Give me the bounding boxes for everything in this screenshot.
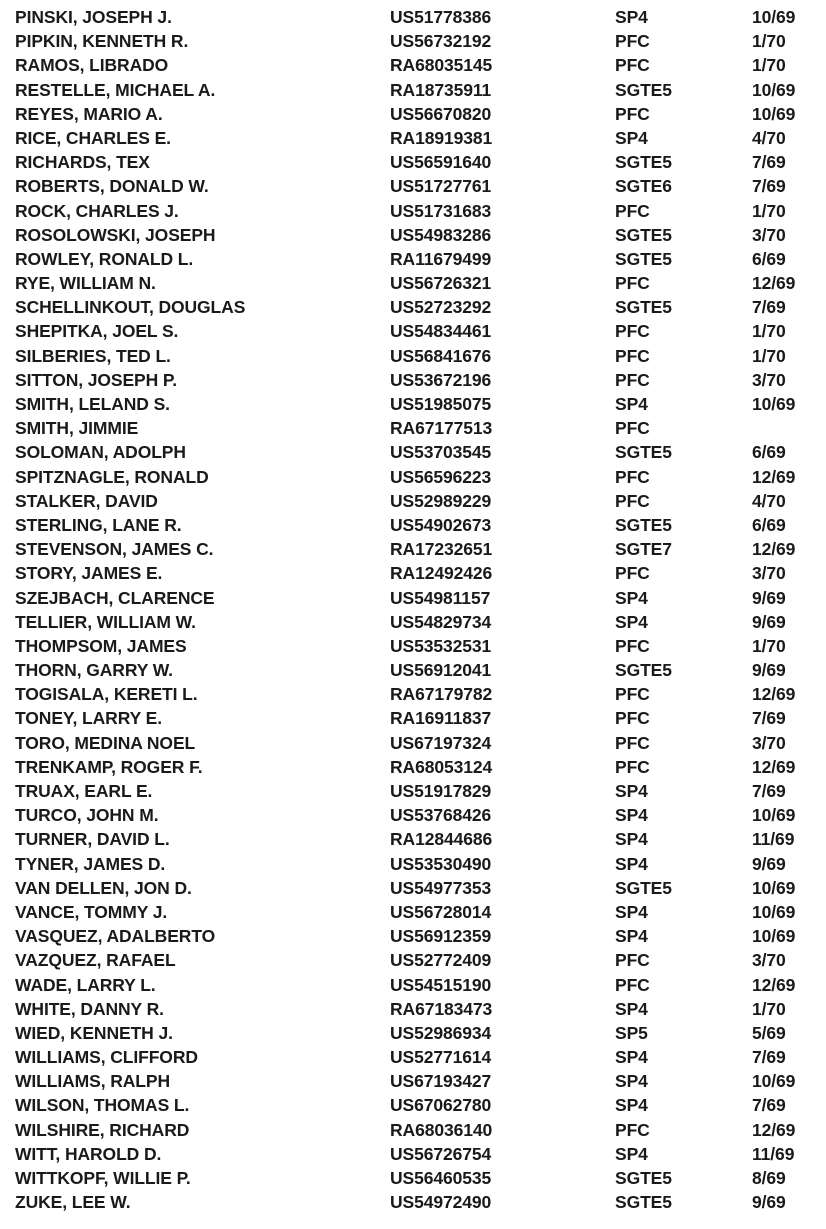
date: 9/69 <box>752 587 786 608</box>
rank: PFC <box>615 31 650 52</box>
rank: SGTE7 <box>615 539 672 560</box>
roster-row <box>0 658 826 682</box>
date: 1/70 <box>752 998 786 1019</box>
roster-row <box>0 53 826 77</box>
service-number: US56596223 <box>390 466 492 487</box>
service-number: US52723292 <box>390 297 492 318</box>
rank: SGTE6 <box>615 176 672 197</box>
soldier-name: TONEY, LARRY E. <box>15 708 162 729</box>
soldier-name: TORO, MEDINA NOEL <box>15 732 196 753</box>
soldier-name: RICE, CHARLES E. <box>15 127 171 148</box>
service-number: RA68053124 <box>390 756 493 777</box>
roster-row <box>0 803 826 827</box>
soldier-name: SMITH, LELAND S. <box>15 394 170 414</box>
soldier-name: WITTKOPF, WILLIE P. <box>15 1168 191 1188</box>
rank: SP4 <box>615 1143 648 1164</box>
roster-row <box>0 1021 826 1045</box>
rank: SP4 <box>615 805 648 826</box>
service-number: US54981157 <box>390 587 491 608</box>
date: 12/69 <box>752 1119 796 1140</box>
soldier-name: TYNER, JAMES D. <box>15 853 166 874</box>
rank: PFC <box>615 466 650 487</box>
soldier-name: THORN, GARRY W. <box>15 660 173 681</box>
date: 9/69 <box>752 853 786 874</box>
date: 10/69 <box>752 877 796 898</box>
soldier-name: STEVENSON, JAMES C. <box>15 539 214 560</box>
soldier-name: RICHARDS, TEX <box>15 152 150 173</box>
service-number: US54983286 <box>390 224 492 245</box>
date: 11/69 <box>752 829 795 850</box>
soldier-name: WILSON, THOMAS L. <box>15 1095 190 1116</box>
roster-row <box>0 876 826 900</box>
date: 4/70 <box>752 127 786 148</box>
soldier-name: STORY, JAMES E. <box>15 563 163 584</box>
soldier-name: WHITE, DANNY R. <box>15 998 164 1019</box>
rank: SP4 <box>615 853 648 874</box>
rank: SP4 <box>615 1095 648 1116</box>
roster-row <box>0 199 826 223</box>
rank: SGTE5 <box>615 224 672 245</box>
rank: SGTE5 <box>615 1192 672 1213</box>
service-number: RA11679499 <box>390 248 492 269</box>
service-number: US51731683 <box>390 200 492 221</box>
roster-row <box>0 755 826 779</box>
rank: PFC <box>615 950 650 971</box>
rank: PFC <box>615 103 650 124</box>
soldier-name: WADE, LARRY L. <box>15 974 156 995</box>
roster-row <box>0 271 826 295</box>
roster-row <box>0 126 826 150</box>
service-number: RA68035145 <box>390 55 493 76</box>
roster-row <box>0 295 826 319</box>
soldier-name: REYES, MARIO A. <box>15 103 163 124</box>
service-number: US53768426 <box>390 805 492 826</box>
date: 11/69 <box>752 1143 795 1164</box>
roster-row <box>0 997 826 1021</box>
rank: PFC <box>615 273 650 294</box>
service-number: US53532531 <box>390 635 492 656</box>
soldier-name: WITT, HAROLD D. <box>15 1143 162 1164</box>
date: 3/70 <box>752 563 786 584</box>
service-number: US54977353 <box>390 877 492 898</box>
roster-row <box>0 537 826 561</box>
rank: PFC <box>615 974 650 995</box>
date: 12/69 <box>752 539 796 560</box>
rank: SP4 <box>615 7 648 27</box>
service-number: US56912041 <box>390 660 492 681</box>
soldier-name: PIPKIN, KENNETH R. <box>15 31 189 52</box>
service-number: US56732192 <box>390 31 492 52</box>
rank: SGTE5 <box>615 248 672 269</box>
service-number: US56726754 <box>390 1143 492 1164</box>
service-number: US56912359 <box>390 926 492 947</box>
soldier-name: TURNER, DAVID L. <box>15 829 170 850</box>
rank: PFC <box>615 708 650 729</box>
service-number: US54834461 <box>390 321 492 342</box>
soldier-name: SHEPITKA, JOEL S. <box>15 321 179 342</box>
service-number: US56726321 <box>390 273 492 294</box>
roster-row <box>0 1190 826 1214</box>
date: 7/69 <box>752 708 786 729</box>
rank: SP4 <box>615 998 648 1019</box>
rank: SP4 <box>615 781 648 801</box>
soldier-name: STALKER, DAVID <box>15 490 158 511</box>
roster-row <box>0 1045 826 1069</box>
roster-row <box>0 1093 826 1117</box>
date: 5/69 <box>752 1022 786 1043</box>
soldier-name: SMITH, JIMMIE <box>15 418 139 439</box>
service-number: RA68036140 <box>390 1119 493 1140</box>
roster-row <box>0 416 826 440</box>
date: 9/69 <box>752 660 786 681</box>
service-number: RA18919381 <box>390 127 493 148</box>
soldier-name: STERLING, LANE R. <box>15 514 182 535</box>
service-number: US52986934 <box>390 1022 492 1043</box>
rank: PFC <box>615 321 650 342</box>
roster-row <box>0 827 826 851</box>
soldier-name: THOMPSOM, JAMES <box>15 635 187 656</box>
date: 3/70 <box>752 369 786 390</box>
rank: SGTE5 <box>615 514 672 535</box>
rank: PFC <box>615 756 650 777</box>
service-number: US54829734 <box>390 611 492 632</box>
roster-row <box>0 706 826 730</box>
soldier-name: TRUAX, EARL E. <box>15 781 153 801</box>
roster-row <box>0 465 826 489</box>
service-number: US52772409 <box>390 950 492 971</box>
roster-row <box>0 634 826 658</box>
date: 4/70 <box>752 490 786 511</box>
roster-row <box>0 586 826 610</box>
service-number: US56591640 <box>390 152 492 173</box>
service-number: US53703545 <box>390 442 492 463</box>
service-number: US51985075 <box>390 394 492 414</box>
service-number: US53672196 <box>390 369 492 390</box>
roster-row <box>0 489 826 513</box>
soldier-name: SITTON, JOSEPH P. <box>15 369 178 390</box>
service-number: US52771614 <box>390 1047 492 1068</box>
date: 1/70 <box>752 321 786 342</box>
roster-row <box>0 78 826 102</box>
service-number: US67197324 <box>390 732 492 753</box>
rank: SP4 <box>615 829 648 850</box>
soldier-name: ROBERTS, DONALD W. <box>15 176 209 197</box>
date: 10/69 <box>752 1071 796 1092</box>
soldier-name: ZUKE, LEE W. <box>15 1192 131 1213</box>
roster-row <box>0 682 826 706</box>
date: 9/69 <box>752 1192 786 1213</box>
soldier-name: RAMOS, LIBRADO <box>15 55 169 76</box>
roster-row <box>0 440 826 464</box>
service-number: US51727761 <box>390 176 492 197</box>
service-number: RA12492426 <box>390 563 493 584</box>
rank: SGTE5 <box>615 1168 672 1188</box>
roster-row <box>0 1118 826 1142</box>
roster-list <box>0 5 826 1214</box>
soldier-name: SILBERIES, TED L. <box>15 345 171 366</box>
soldier-name: SZEJBACH, CLARENCE <box>15 587 215 608</box>
roster-row <box>0 392 826 416</box>
service-number: US54515190 <box>390 974 492 995</box>
soldier-name: WILLIAMS, RALPH <box>15 1071 171 1092</box>
soldier-name: SPITZNAGLE, RONALD <box>15 466 209 487</box>
soldier-name: ROWLEY, RONALD L. <box>15 248 194 269</box>
service-number: US56728014 <box>390 901 492 922</box>
rank: SP5 <box>615 1022 648 1043</box>
service-number: US56670820 <box>390 103 492 124</box>
date: 10/69 <box>752 926 796 947</box>
service-number: US56460535 <box>390 1168 492 1188</box>
service-number: US54972490 <box>390 1192 492 1213</box>
rank: SP4 <box>615 1047 648 1068</box>
soldier-name: VASQUEZ, ADALBERTO <box>15 926 216 947</box>
date: 12/69 <box>752 273 796 294</box>
soldier-name: TOGISALA, KERETI L. <box>15 684 198 705</box>
roster-row <box>0 247 826 271</box>
date: 1/70 <box>752 200 786 221</box>
rank: SGTE5 <box>615 877 672 898</box>
roster-row <box>0 731 826 755</box>
rank: SP4 <box>615 127 648 148</box>
rank: SP4 <box>615 1071 648 1092</box>
date: 6/69 <box>752 442 786 463</box>
service-number: RA18735911 <box>390 79 492 100</box>
rank: PFC <box>615 684 650 705</box>
roster-row <box>0 223 826 247</box>
date: 1/70 <box>752 55 786 76</box>
date: 7/69 <box>752 297 786 318</box>
soldier-name: RYE, WILLIAM N. <box>15 273 156 294</box>
date: 6/69 <box>752 514 786 535</box>
roster-row <box>0 513 826 537</box>
date: 1/70 <box>752 345 786 366</box>
roster-row <box>0 852 826 876</box>
rank: PFC <box>615 563 650 584</box>
roster-row <box>0 368 826 392</box>
date: 7/69 <box>752 176 786 197</box>
soldier-name: TURCO, JOHN M. <box>15 805 159 826</box>
date: 8/69 <box>752 1168 786 1188</box>
soldier-name: WIED, KENNETH J. <box>15 1022 173 1043</box>
date: 1/70 <box>752 31 786 52</box>
date: 12/69 <box>752 974 796 995</box>
service-number: RA12844686 <box>390 829 493 850</box>
roster-row <box>0 561 826 585</box>
roster-row <box>0 973 826 997</box>
rank: SP4 <box>615 611 648 632</box>
rank: PFC <box>615 490 650 511</box>
date: 3/70 <box>752 732 786 753</box>
rank: SP4 <box>615 901 648 922</box>
roster-row <box>0 948 826 972</box>
rank: PFC <box>615 635 650 656</box>
soldier-name: TELLIER, WILLIAM W. <box>15 611 196 632</box>
date: 10/69 <box>752 7 796 27</box>
date: 10/69 <box>752 394 796 414</box>
rank: PFC <box>615 369 650 390</box>
date: 12/69 <box>752 684 796 705</box>
rank: PFC <box>615 1119 650 1140</box>
roster-row <box>0 1069 826 1093</box>
date: 9/69 <box>752 611 786 632</box>
roster-row <box>0 1166 826 1190</box>
date: 1/70 <box>752 635 786 656</box>
soldier-name: VANCE, TOMMY J. <box>15 901 168 922</box>
service-number: US54902673 <box>390 514 492 535</box>
service-number: US53530490 <box>390 853 492 874</box>
soldier-name: PINSKI, JOSEPH J. <box>15 7 172 27</box>
rank: SP4 <box>615 926 648 947</box>
soldier-name: WILLIAMS, CLIFFORD <box>15 1047 198 1068</box>
soldier-name: VAN DELLEN, JON D. <box>15 877 192 898</box>
date: 7/69 <box>752 781 786 801</box>
rank: SP4 <box>615 587 648 608</box>
service-number: US56841676 <box>390 345 492 366</box>
service-number: RA67179782 <box>390 684 493 705</box>
date: 10/69 <box>752 79 796 100</box>
rank: SGTE5 <box>615 660 672 681</box>
rank: PFC <box>615 345 650 366</box>
roster-row <box>0 779 826 803</box>
date: 10/69 <box>752 805 796 826</box>
soldier-name: SCHELLINKOUT, DOUGLAS <box>15 297 246 318</box>
roster-row <box>0 1142 826 1166</box>
service-number: RA17232651 <box>390 539 493 560</box>
rank: SGTE5 <box>615 79 672 100</box>
date: 7/69 <box>752 152 786 173</box>
roster-row <box>0 150 826 174</box>
service-number: US51917829 <box>390 781 492 801</box>
service-number: RA67183473 <box>390 998 493 1019</box>
soldier-name: SOLOMAN, ADOLPH <box>15 442 186 463</box>
rank: PFC <box>615 418 650 439</box>
rank: SGTE5 <box>615 297 672 318</box>
soldier-name: ROSOLOWSKI, JOSEPH <box>15 224 216 245</box>
service-number: US51778386 <box>390 7 492 27</box>
service-number: US67062780 <box>390 1095 492 1116</box>
date: 10/69 <box>752 901 796 922</box>
roster-row <box>0 344 826 368</box>
service-number: US52989229 <box>390 490 492 511</box>
roster-row <box>0 5 826 29</box>
rank: SP4 <box>615 394 648 414</box>
date: 12/69 <box>752 756 796 777</box>
roster-row <box>0 319 826 343</box>
roster-row <box>0 900 826 924</box>
soldier-name: ROCK, CHARLES J. <box>15 200 179 221</box>
rank: PFC <box>615 200 650 221</box>
soldier-name: TRENKAMP, ROGER F. <box>15 756 203 777</box>
rank: SGTE5 <box>615 152 672 173</box>
rank: PFC <box>615 55 650 76</box>
service-number: RA16911837 <box>390 708 492 729</box>
soldier-name: VAZQUEZ, RAFAEL <box>15 950 176 971</box>
roster-row <box>0 174 826 198</box>
soldier-name: RESTELLE, MICHAEL A. <box>15 79 216 100</box>
date: 6/69 <box>752 248 786 269</box>
roster-row <box>0 924 826 948</box>
roster-row <box>0 29 826 53</box>
date: 7/69 <box>752 1095 786 1116</box>
date: 7/69 <box>752 1047 786 1068</box>
roster-row <box>0 610 826 634</box>
date: 3/70 <box>752 224 786 245</box>
date: 12/69 <box>752 466 796 487</box>
date: 10/69 <box>752 103 796 124</box>
date: 3/70 <box>752 950 786 971</box>
soldier-name: WILSHIRE, RICHARD <box>15 1119 190 1140</box>
service-number: RA67177513 <box>390 418 493 439</box>
rank: PFC <box>615 732 650 753</box>
service-number: US67193427 <box>390 1071 492 1092</box>
roster-row <box>0 102 826 126</box>
rank: SGTE5 <box>615 442 672 463</box>
